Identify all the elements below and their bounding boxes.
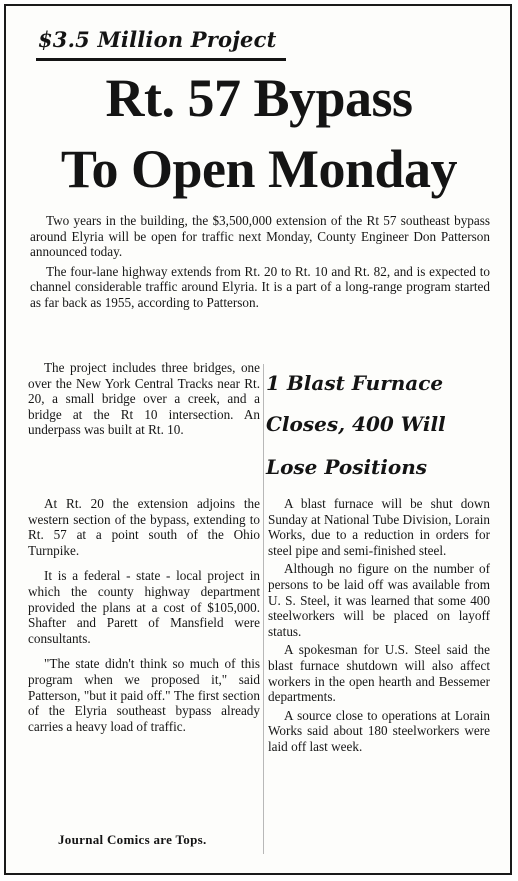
paragraph: "The state didn't think so much of this program when we proposed it," said Patterson, "but it paid off." The first section of the Elyria southeast bypass already carries a heavy load of traffic. [28,656,260,734]
headline-line-2: To Open Monday [60,139,458,199]
kicker-rule [36,58,286,61]
lead-paragraphs [30,213,490,315]
paragraph: Two years in the building, the $3,500,000 extension of the Rt 57 southeast bypass around Elyria will be open for traffic next Monday, County Engineer Don Patterson announced today. [30,213,490,260]
sidebar-headline-line-3: Lose Positions [266,455,428,479]
paragraph: A source close to operations at Lorain Works said about 180 steelworkers were laid off last week. [268,707,490,754]
paragraph: A spokesman for U.S. Steel said the blast furnace shutdown will also affect workers in the open hearth and Bessemer departments. [268,642,490,705]
paragraph: It is a federal - state - local project in which the county highway department provided the plans at a cost of $105,000. Shafter and Parett of Mansfield were consultants. [28,568,260,646]
paragraph: The four-lane highway extends from Rt. 20 to Rt. 10 and Rt. 82, and is expected to channel considerable traffic around Elyria. It is a part of a long-range program started as far back as 1955, according to Patterson. [30,263,490,310]
sidebar-headline-line-2: Closes, 400 Will [266,412,446,436]
paragraph: A blast furnace will be shut down Sunday at National Tube Division, Lorain Works, due to a reduction in orders for steel pipe and semi-finished steel. [268,496,490,558]
sidebar-story-body [268,496,490,758]
sidebar-headline-line-1: 1 Blast Furnace [266,371,444,395]
paragraph: The project includes three bridges, one over the New York Central Tracks near Rt. 20, a small bridge over a creek, and a bridge at the Rt 10 intersection. An underpass was built at Rt. 10. [28,360,260,438]
headline-line-1: Rt. 57 Bypass [105,68,413,128]
paragraph: Although no figure on the number of persons to be laid off was available from U. S. Steel, it was learned that some 400 steelworkers will be placed on layoff status. [268,561,490,639]
footer-promo: Journal Comics are Tops. [58,832,207,847]
column-divider [263,364,264,854]
kicker: $3.5 Million Project [38,27,277,52]
column-left-top [28,360,260,448]
column-left-bottom [28,496,260,744]
paragraph: At Rt. 20 the extension adjoins the western section of the bypass, extending to Rt. 57 at a point south of the Ohio Turnpike. [28,496,260,558]
